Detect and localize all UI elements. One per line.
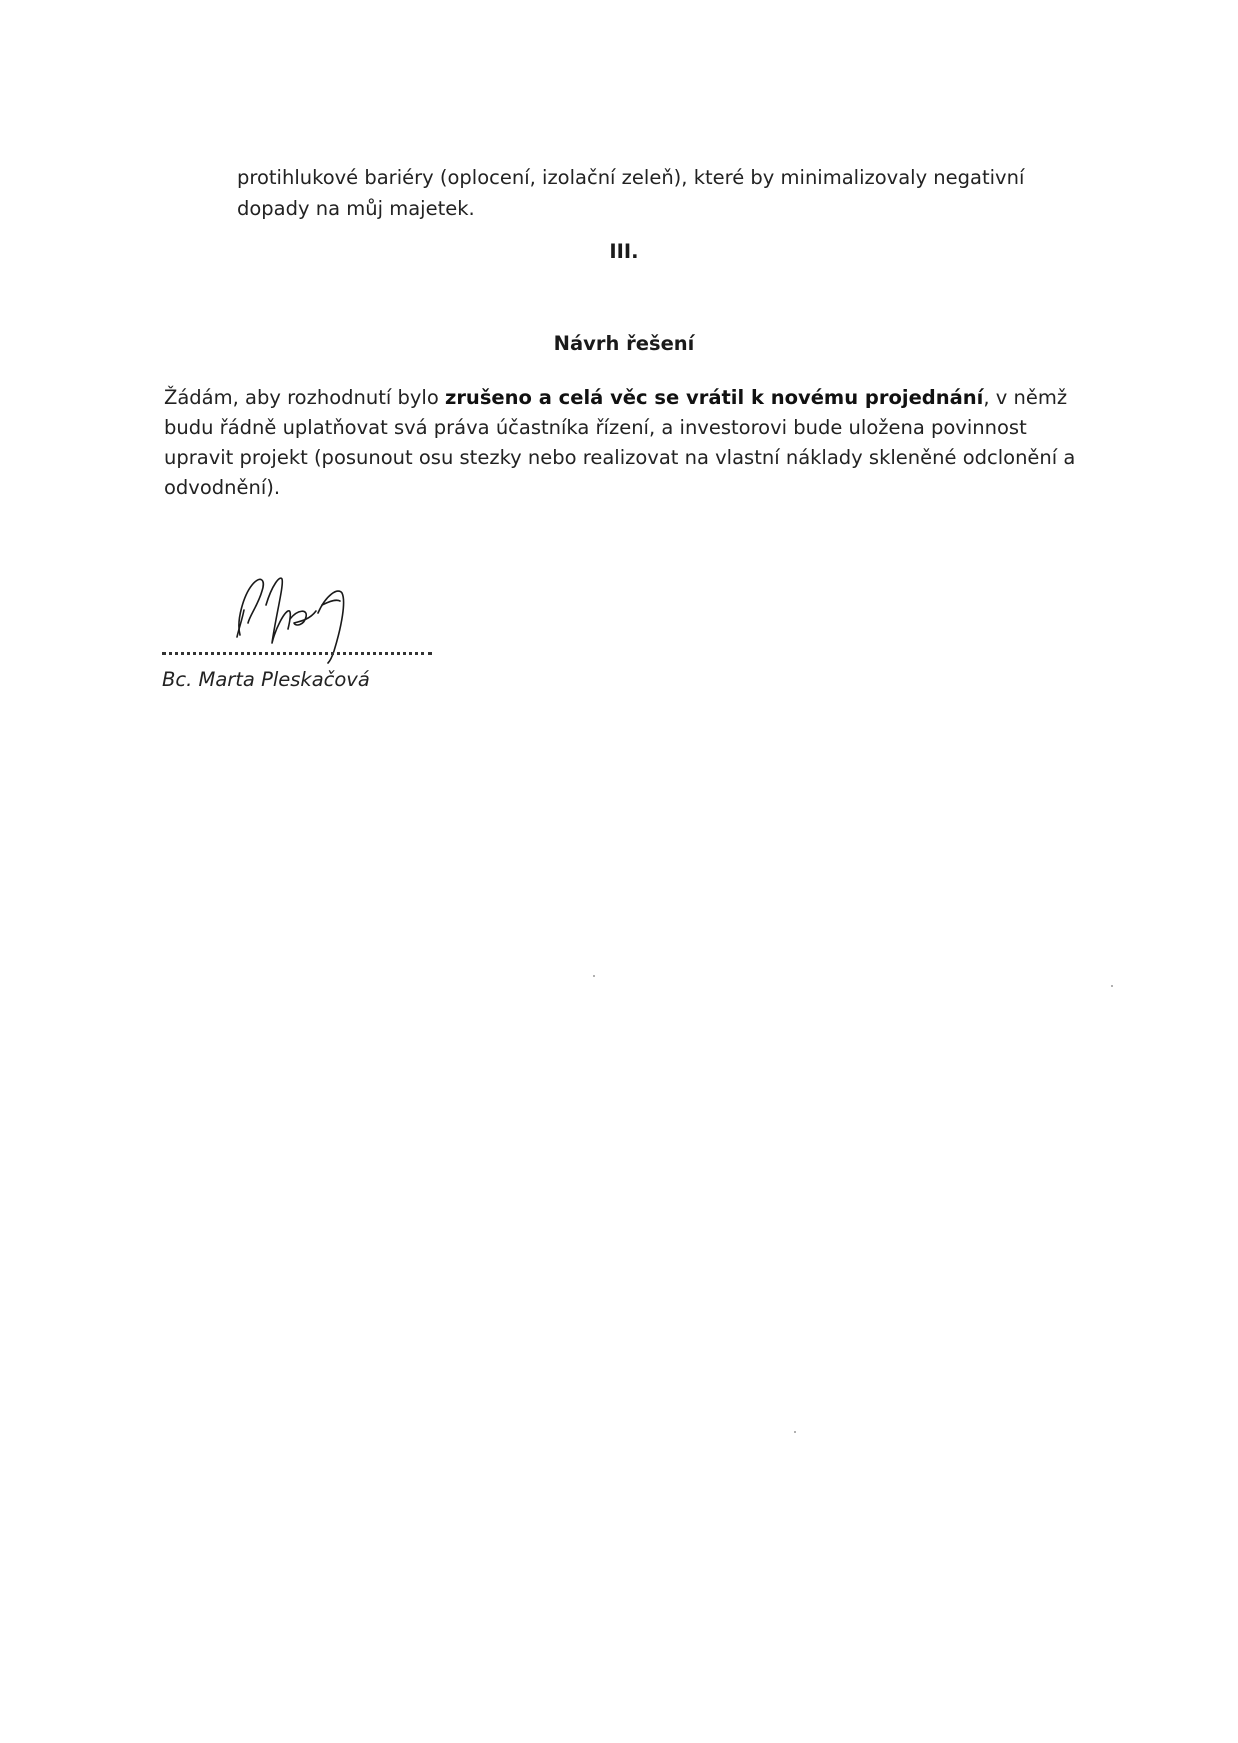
signature-block [162,565,462,695]
request-emphasis: zrušeno a celá věc se vrátil k novému projednání [444,386,984,409]
scan-speck [1111,985,1113,987]
section-number [0,240,1238,263]
section-number-text: III. [609,240,639,263]
handwritten-signature [222,565,402,665]
request-text-end: , v němž budu řádně uplatňovat svá práva účastníka řízení, a investorovi bude uložena povinnost upravit projekt (posunout osu stezky nebo realizovat na vlastní náklady skleněné odclonění a odvodnění). [164,386,1076,499]
scan-speck [794,1431,796,1433]
section-title [0,332,1238,355]
scan-speck [593,975,595,977]
section-title-text: Návrh řešení [553,332,695,355]
continuation-paragraph: protihlukové bariéry (oplocení, izolační zeleň), které by minimalizovaly negativní dopady na můj majetek. [237,166,1025,220]
signer-name: Bc. Marta Pleskačová [162,668,370,691]
request-paragraph [164,383,1079,503]
signature-dotted-line [162,652,432,655]
request-text-start: Žádám, aby rozhodnutí bylo [164,386,445,409]
